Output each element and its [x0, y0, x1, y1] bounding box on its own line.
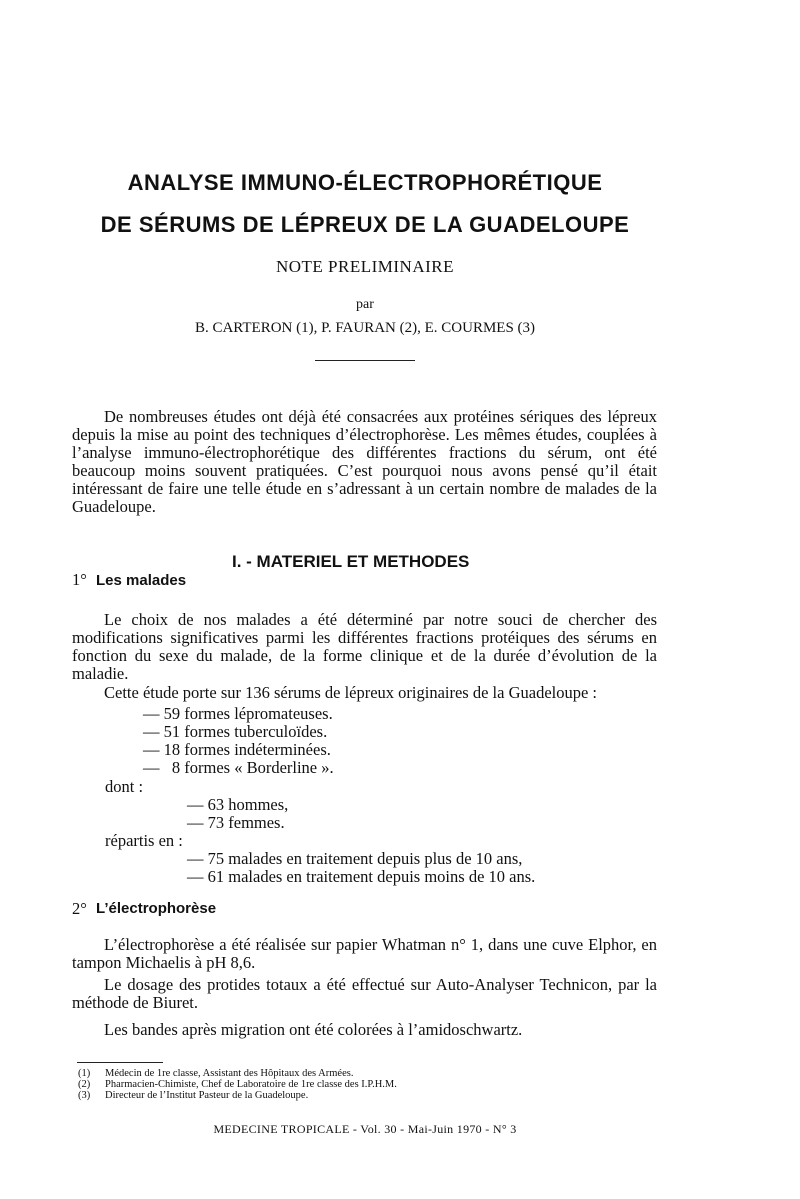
list-item-treatment-2: — 61 malades en traitement depuis moins de 10 ans.: [187, 867, 536, 886]
subsection-2-title: L’électrophorèse: [96, 900, 217, 917]
paragraph-study: Cette étude porte sur 136 sérums de lépreux originaires de la Guadeloupe :: [104, 683, 598, 702]
footnote-1-number: (1): [78, 1068, 91, 1079]
subsection-2-number: 2°: [72, 899, 87, 918]
footnote-2: Pharmacien-Chimiste, Chef de Laboratoire de 1re classe des I.P.H.M.: [105, 1079, 397, 1090]
title-divider: [315, 360, 415, 361]
footnote-3: Directeur de l’Institut Pasteur de la Guadeloupe.: [105, 1090, 309, 1101]
list-item-form-3: — 18 formes indéterminées.: [143, 740, 331, 759]
list-item-men: — 63 hommes,: [187, 795, 289, 814]
repartis-label: répartis en :: [105, 831, 183, 850]
footnote-1: Médecin de 1re classe, Assistant des Hôpitaux des Armées.: [105, 1068, 354, 1079]
footnote-3-number: (3): [78, 1090, 91, 1101]
subsection-1-number: 1°: [72, 570, 87, 589]
paragraph-staining: Les bandes après migration ont été colorées à l’amidoschwartz.: [104, 1020, 523, 1039]
footnote-divider: [77, 1062, 163, 1063]
paragraph-malades: Le choix de nos malades a été déterminé par notre souci de chercher des modifications significatives parmi les différentes fractions protéiques des sérums en fonction du sexe du malade, de la forme clinique et de la durée d’évolution de la maladie.: [72, 610, 657, 683]
list-item-form-4: — 8 formes « Borderline ».: [143, 758, 334, 777]
title-line-1: ANALYSE IMMUNO-ÉLECTROPHORÉTIQUE: [127, 170, 603, 195]
list-item-women: — 73 femmes.: [187, 813, 285, 832]
journal-footer: MEDECINE TROPICALE - Vol. 30 - Mai-Juin 1970 - N° 3: [213, 1122, 517, 1136]
list-item-treatment-1: — 75 malades en traitement depuis plus de 10 ans,: [187, 849, 523, 868]
paragraph-protides: Le dosage des protides totaux a été effectué sur Auto-Analyser Technicon, par la méthode de Biuret.: [72, 975, 657, 1012]
section-heading: I. - MATERIEL ET METHODES: [232, 552, 470, 571]
list-item-form-2: — 51 formes tuberculoïdes.: [143, 722, 328, 741]
subsection-1-title: Les malades: [96, 572, 187, 589]
dont-label: dont :: [105, 777, 144, 796]
list-item-form-1: — 59 formes lépromateuses.: [143, 704, 333, 723]
title-line-2: DE SÉRUMS DE LÉPREUX DE LA GUADELOUPE: [100, 212, 630, 237]
by-label: par: [356, 297, 374, 312]
footnote-2-number: (2): [78, 1079, 91, 1090]
authors: B. CARTERON (1), P. FAURAN (2), E. COURMES (3): [194, 320, 536, 336]
intro-paragraph: De nombreuses études ont déjà été consacrées aux protéines sériques des lépreux depuis la mise au point des techniques d’électrophorèse. Les mêmes études, couplées à l’analyse immuno-électrophorétique des différentes fractions du sérum, ont été beaucoup moins souvent pratiquées. C’est pourquoi nous avons pensé qu’il était intéressant de faire une telle étude en s’adressant à un certain nombre de malades de la Guadeloupe.: [72, 407, 657, 516]
subtitle: NOTE PRELIMINAIRE: [275, 257, 454, 276]
paragraph-electrophoresis: L’électrophorèse a été réalisée sur papier Whatman n° 1, dans une cuve Elphor, en tampon Michaelis à pH 8,6.: [72, 935, 657, 972]
